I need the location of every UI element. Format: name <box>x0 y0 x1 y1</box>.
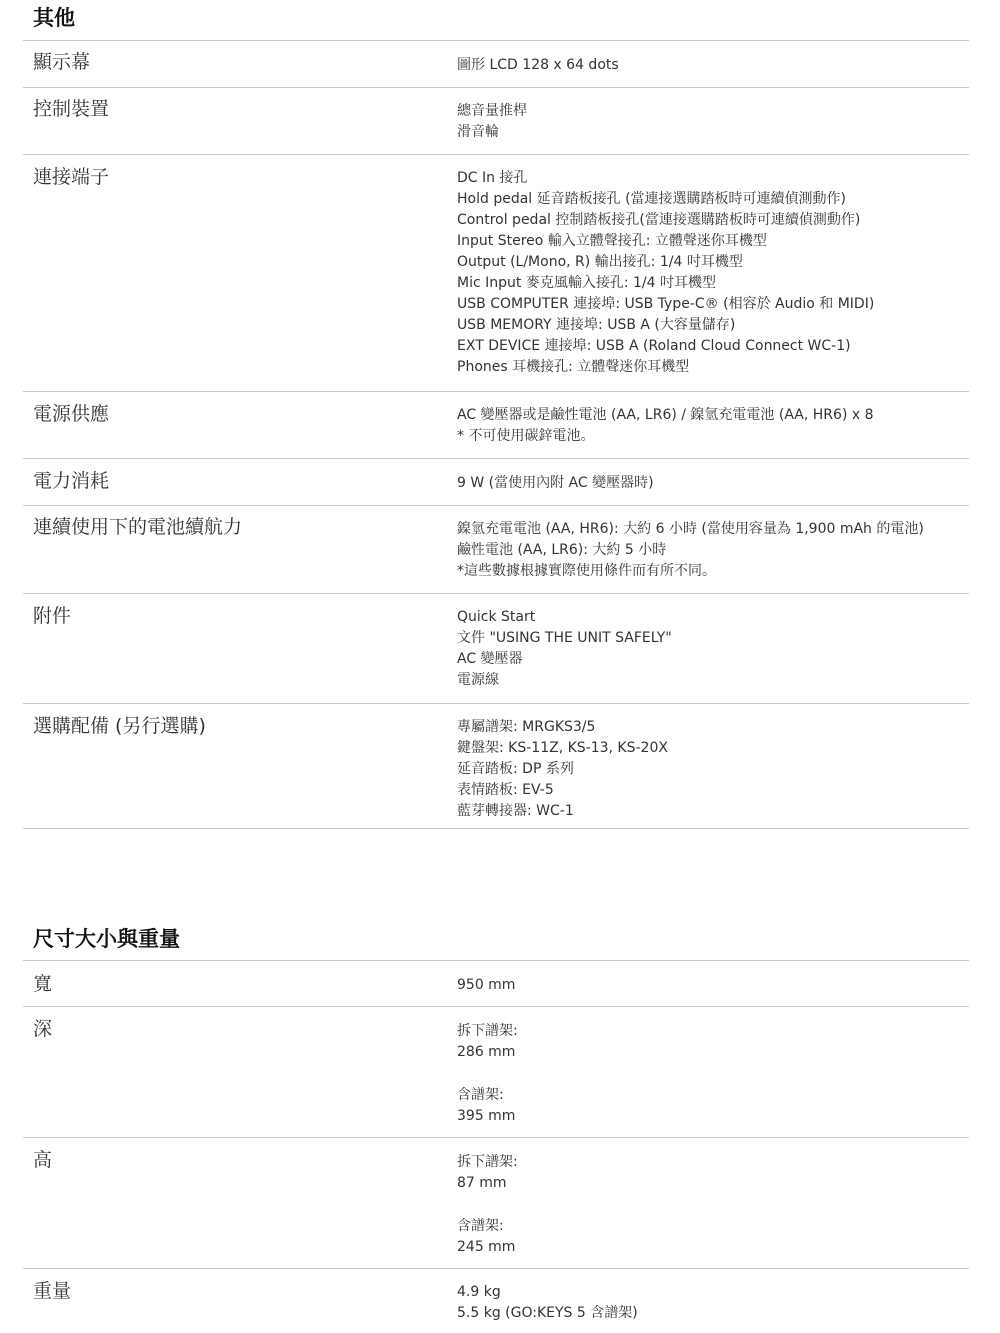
spec-values <box>457 975 967 996</box>
spec-label: 電力消耗 <box>33 470 110 492</box>
spec-value: Hold pedal 延音踏板接孔 (當連接選購踏板時可連續偵測動作) <box>457 191 846 207</box>
row-divider <box>23 593 969 594</box>
spec-value: 含譜架: <box>457 1218 504 1234</box>
spec-values <box>457 168 967 378</box>
spec-value: 藍芽轉接器: WC-1 <box>457 803 574 819</box>
spec-label: 顯示幕 <box>33 51 91 73</box>
spec-values <box>457 1282 967 1324</box>
spec-label: 電源供應 <box>33 403 110 425</box>
spec-value: 5.5 kg (GO:KEYS 5 含譜架) <box>457 1305 638 1321</box>
spec-label: 重量 <box>33 1280 72 1302</box>
spec-label: 寬 <box>33 973 53 995</box>
spec-value: Quick Start <box>457 609 536 625</box>
section-end-divider <box>23 828 969 829</box>
spec-value: 286 mm <box>457 1044 516 1060</box>
section-title: 其他 <box>33 6 75 30</box>
spec-value: Phones 耳機接孔: 立體聲迷你耳機型 <box>457 359 690 375</box>
spec-value: 87 mm <box>457 1175 507 1191</box>
row-divider <box>23 87 969 88</box>
spec-value: 395 mm <box>457 1108 516 1124</box>
spec-value: AC 變壓器 <box>457 651 523 667</box>
spec-label: 附件 <box>33 605 72 627</box>
spec-value: 拆下譜架: <box>457 1154 518 1170</box>
spec-label: 連接端子 <box>33 166 110 188</box>
spec-value: 專屬譜架: MRGKS3/5 <box>457 719 596 735</box>
row-divider <box>23 458 969 459</box>
spec-value: 鎳氫充電電池 (AA, HR6): 大約 6 小時 (當使用容量為 1,900 mAh 的電池) <box>457 521 924 537</box>
spec-value: 含譜架: <box>457 1087 504 1103</box>
spec-value: 總音量推桿 <box>457 103 527 119</box>
spec-value: 鍵盤架: KS-11Z, KS-13, KS-20X <box>457 740 668 756</box>
spec-value: DC In 接孔 <box>457 170 528 186</box>
spec-value: Output (L/Mono, R) 輸出接孔: 1/4 吋耳機型 <box>457 254 743 270</box>
spec-values <box>457 473 967 494</box>
spec-value: * 不可使用碳鋅電池。 <box>457 428 595 444</box>
row-divider <box>23 391 969 392</box>
row-divider <box>23 1006 969 1007</box>
spec-label: 深 <box>33 1018 53 1040</box>
row-divider <box>23 505 969 506</box>
spec-value: 圖形 LCD 128 x 64 dots <box>457 57 619 73</box>
row-divider <box>23 1268 969 1269</box>
spec-value: 4.9 kg <box>457 1284 501 1300</box>
spec-values <box>457 1152 967 1258</box>
spec-value: 9 W (當使用內附 AC 變壓器時) <box>457 475 654 491</box>
spec-value: 延音踏板: DP 系列 <box>457 761 574 777</box>
spec-value: USB COMPUTER 連接埠: USB Type-C® (相容於 Audio 和 MIDI) <box>457 296 875 312</box>
row-divider <box>23 40 969 41</box>
spec-spacer <box>457 1063 967 1085</box>
spec-value: AC 變壓器或是鹼性電池 (AA, LR6) / 鎳氫充電電池 (AA, HR6) x 8 <box>457 407 874 423</box>
row-divider <box>23 960 969 961</box>
spec-value: 拆下譜架: <box>457 1023 518 1039</box>
spec-values <box>457 1021 967 1127</box>
spec-label: 連續使用下的電池續航力 <box>33 516 243 538</box>
spec-values <box>457 101 967 143</box>
row-divider <box>23 703 969 704</box>
row-divider <box>23 1137 969 1138</box>
spec-value: 表情踏板: EV-5 <box>457 782 554 798</box>
spec-value: 鹼性電池 (AA, LR6): 大約 5 小時 <box>457 542 667 558</box>
spec-values <box>457 717 967 822</box>
spec-value: *這些數據根據實際使用條件而有所不同。 <box>457 563 716 579</box>
section-title: 尺寸大小與重量 <box>33 927 180 951</box>
spec-value: EXT DEVICE 連接埠: USB A (Roland Cloud Connect WC-1) <box>457 338 851 354</box>
spec-values <box>457 405 967 447</box>
spec-label: 選購配備 (另行選購) <box>33 715 206 737</box>
spec-value: 文件 "USING THE UNIT SAFELY" <box>457 630 672 646</box>
spec-value: USB MEMORY 連接埠: USB A (大容量儲存) <box>457 317 736 333</box>
spec-value: Control pedal 控制踏板接孔(當連接選購踏板時可連續偵測動作) <box>457 212 861 228</box>
spec-value: Mic Input 麥克風輸入接孔: 1/4 吋耳機型 <box>457 275 716 291</box>
spec-label: 控制裝置 <box>33 98 110 120</box>
spec-label: 高 <box>33 1149 53 1171</box>
spec-value: 245 mm <box>457 1239 516 1255</box>
spec-values <box>457 607 967 691</box>
spec-values <box>457 519 967 582</box>
spec-value: 滑音輪 <box>457 124 499 140</box>
spec-value: 電源線 <box>457 672 499 688</box>
spec-value: Input Stereo 輸入立體聲接孔: 立體聲迷你耳機型 <box>457 233 767 249</box>
row-divider <box>23 154 969 155</box>
spec-values <box>457 55 967 76</box>
spec-spacer <box>457 1194 967 1216</box>
spec-value: 950 mm <box>457 977 516 993</box>
